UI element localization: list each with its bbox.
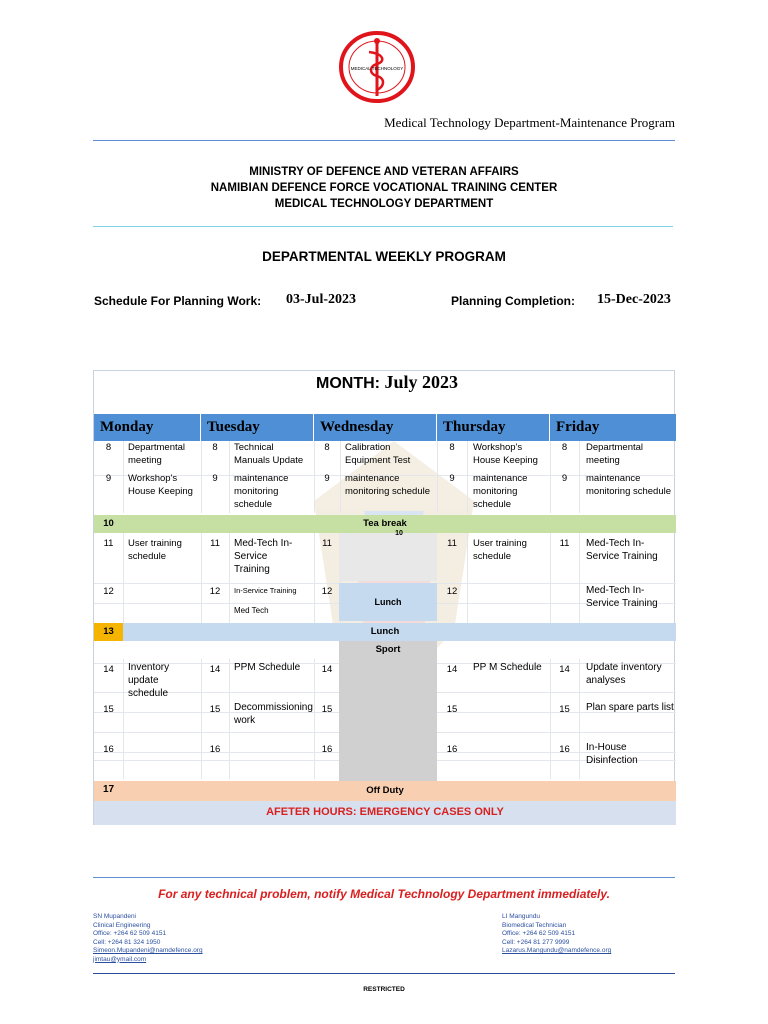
time-cell: 12 <box>321 586 333 597</box>
time-cell: 8 <box>561 442 568 453</box>
time-cell: 15 <box>559 704 570 715</box>
tuesday-14-task: PPM Schedule <box>234 662 301 673</box>
after-hours-banner: AFETER HOURS: EMERGENCY CASES ONLY <box>94 801 676 825</box>
monday-8-task: Departmental meeting <box>128 442 186 466</box>
time-cell: 15 <box>209 704 221 715</box>
medical-technology-logo <box>338 30 416 104</box>
time-cell: 9 <box>324 473 330 484</box>
ministry-divider <box>93 226 673 227</box>
contact-cell: Cell: +264 81 277 9999 <box>502 938 570 946</box>
restricted-label: RESTRICTED <box>363 986 405 993</box>
time-cell: 16 <box>559 744 570 755</box>
tuesday-15-task: Decommissioning work <box>234 702 313 726</box>
thursday-14-task: PP M Schedule <box>473 662 542 673</box>
contact-name: LI Mangundu <box>502 913 540 920</box>
technical-problem-note: For any technical problem, notify Medical Technology Department immediately. <box>158 887 610 901</box>
time-cell: 14 <box>209 664 221 675</box>
left-contact-block <box>93 913 203 964</box>
tea-break-label: Tea break <box>363 518 407 529</box>
wednesday-sport-block <box>339 639 437 781</box>
sport-label: Sport <box>375 644 401 655</box>
time-cell: 8 <box>212 442 218 453</box>
tuesday-12-task: In-Service Training <box>234 586 297 595</box>
tuesday-8-task: Technical Manuals Update <box>234 442 304 466</box>
header-divider <box>93 140 675 141</box>
time-cell: 10 <box>103 518 114 529</box>
tuesday-9-task: maintenance monitoring schedule <box>234 473 289 510</box>
time-cell: 11 <box>559 538 570 549</box>
time-cell: 11 <box>447 538 457 549</box>
time-cell: 11 <box>322 538 332 549</box>
time-cell: 14 <box>446 664 458 675</box>
contact-title: Clinical Engineering <box>93 921 151 929</box>
time-cell: 12 <box>209 586 221 597</box>
day-header-friday: Friday <box>550 414 676 441</box>
thursday-8-task: Workshop's House Keeping <box>473 442 538 466</box>
friday-11-task: Med-Tech In-Service Training <box>586 538 658 562</box>
thursday-11-task: User training schedule <box>473 538 527 562</box>
document-header-title: Medical Technology Department-Maintenance Program <box>384 115 675 130</box>
time-cell: 9 <box>105 473 112 484</box>
wednesday-11-block <box>339 533 437 581</box>
off-duty-label: Off Duty <box>366 785 404 796</box>
time-cell: 15 <box>446 704 458 715</box>
right-contact-block <box>502 913 611 956</box>
time-cell: 16 <box>321 744 333 755</box>
monday-14-task: Inventory update schedule <box>128 662 170 699</box>
friday-8-task: Departmental meeting <box>586 442 644 466</box>
friday-9-task: maintenance monitoring schedule <box>586 473 672 497</box>
wednesday-9-task: maintenance monitoring schedule <box>345 473 431 497</box>
ministry-line: NAMIBIAN DEFENCE FORCE VOCATIONAL TRAINING CENTER <box>210 182 558 194</box>
time-cell: 15 <box>103 704 114 715</box>
time-cell: 14 <box>321 664 333 675</box>
time-cell: 17 <box>102 784 115 795</box>
contact-cell: Cell: +264 81 324 1950 <box>93 938 161 946</box>
contact-office: Office: +264 62 509 4151 <box>502 930 576 937</box>
footer-divider <box>93 877 675 878</box>
lunch-label: Lunch <box>370 626 400 637</box>
friday-15-task: Plan spare parts list <box>586 702 674 713</box>
planning-work-date: 03-Jul-2023 <box>286 292 356 307</box>
time-cell: 16 <box>103 744 114 755</box>
time-cell: 16 <box>446 744 458 755</box>
wednesday-lunch-block <box>339 583 437 621</box>
day-header-thursday: Thursday <box>437 414 550 441</box>
wednesday-lunch-label: Lunch <box>374 597 402 607</box>
time-cell: 16 <box>209 744 221 755</box>
ministry-line: MEDICAL TECHNOLOGY DEPARTMENT <box>274 198 494 210</box>
time-cell: 12 <box>103 586 114 597</box>
friday-14-task: Update inventory analyses <box>586 662 662 686</box>
time-cell: 14 <box>559 664 570 675</box>
planning-completion-date: 15-Dec-2023 <box>597 292 671 307</box>
time-cell: 8 <box>105 442 112 453</box>
time-cell: 11 <box>103 538 114 549</box>
contact-email-link[interactable]: Lazarus.Mangundu@namdefence.org <box>502 947 612 954</box>
contact-email-link[interactable]: Simeon.Mupandeni@namdefence.org <box>93 947 203 954</box>
time-cell: 8 <box>324 442 330 453</box>
tuesday-11-task: Med-Tech In-Service Training <box>234 538 293 575</box>
planning-work-label: Schedule For Planning Work: <box>94 294 262 308</box>
day-header-tuesday: Tuesday <box>201 414 314 441</box>
tuesday-12-extra: Med Tech <box>234 606 269 615</box>
contact-name: SN Mupandeni <box>93 913 136 920</box>
time-cell: 11 <box>210 538 220 549</box>
off-duty-band <box>94 781 676 801</box>
svg-text:MEDICAL TECHNOLOGY: MEDICAL TECHNOLOGY <box>350 66 404 71</box>
friday-16-task: In-House Disinfection <box>586 742 638 766</box>
month-heading: MONTH: July 2023 <box>316 372 458 392</box>
ministry-block <box>93 164 675 212</box>
bottom-divider <box>93 973 675 974</box>
time-cell: 9 <box>212 473 218 484</box>
tea-break-band <box>94 515 676 533</box>
monday-9-task: Workshop's House Keeping <box>128 473 193 497</box>
day-header-monday: Monday <box>94 414 201 441</box>
time-cell: 15 <box>321 704 333 715</box>
time-cell: 8 <box>449 442 455 453</box>
time-cell: 14 <box>103 664 114 675</box>
lunch-band <box>94 623 676 641</box>
friday-12-task: Med-Tech In-Service Training <box>586 585 658 609</box>
day-header-wednesday: Wednesday <box>314 414 437 441</box>
wednesday-8-task: Calibration Equipment Test <box>345 442 411 466</box>
time-cell: 9 <box>449 473 455 484</box>
monday-11-task: User training schedule <box>128 538 182 562</box>
contact-office: Office: +264 62 509 4151 <box>93 930 167 937</box>
weekly-program-table <box>93 370 675 825</box>
program-title: DEPARTMENTAL WEEKLY PROGRAM <box>262 249 506 264</box>
contact-email-link[interactable]: jimtau@ymail.com <box>93 955 147 963</box>
time-cell: 12 <box>446 586 458 597</box>
time-cell: 13 <box>94 623 123 641</box>
contact-title: Biomedical Technician <box>502 921 567 929</box>
ministry-line: MINISTRY OF DEFENCE AND VETERAN AFFAIRS <box>249 166 519 178</box>
planning-completion-label: Planning Completion: <box>451 294 575 308</box>
thursday-9-task: maintenance monitoring schedule <box>473 473 528 510</box>
time-cell: 9 <box>561 473 568 484</box>
